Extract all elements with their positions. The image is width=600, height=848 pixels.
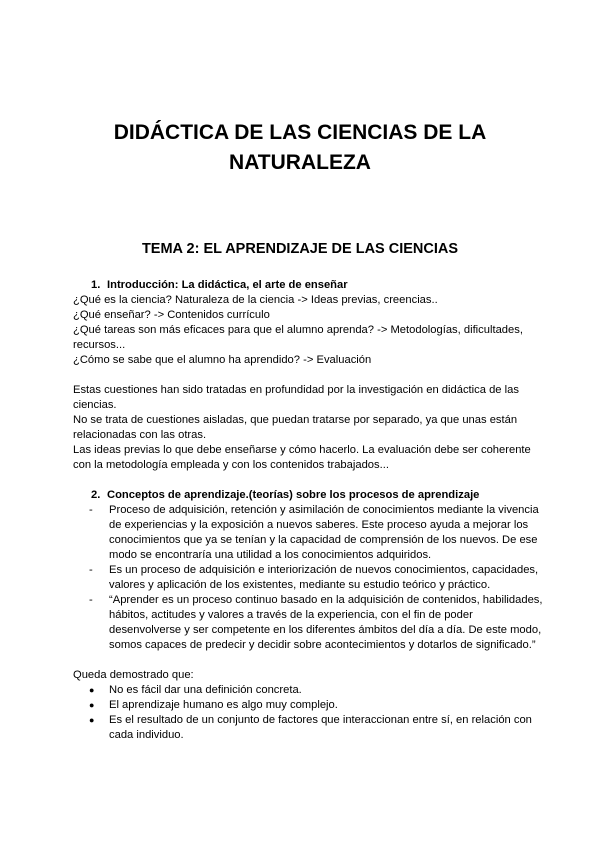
spacer	[73, 368, 543, 383]
spacer	[73, 473, 543, 488]
question-line: ¿Cómo se sabe que el alumno ha aprendido? -> Evaluación	[73, 354, 372, 366]
spacer	[73, 653, 543, 668]
question-line: ¿Qué enseñar? -> Contenidos currículo	[73, 309, 270, 321]
section-1-heading-text: Introducción: La didáctica, el arte de enseñar	[107, 279, 348, 291]
list-item-text: Es un proceso de adquisición e interiorización de nuevos conocimientos, capacidades, valores y aplicación de los existentes, mediante su estudio teórico y práctico.	[109, 564, 539, 591]
conclusion-intro: Queda demostrado que:	[73, 669, 194, 681]
list-item	[73, 563, 543, 593]
bullet-marker: ●	[89, 685, 95, 695]
dash-marker: -	[89, 564, 93, 576]
definitions-list	[73, 503, 543, 653]
bullet-marker: ●	[89, 715, 95, 725]
list-item	[73, 683, 543, 698]
question-line: ¿Qué es la ciencia? Naturaleza de la ciencia -> Ideas previas, creencias..	[73, 294, 438, 306]
dash-marker: -	[89, 594, 93, 606]
section-2-heading	[73, 488, 543, 503]
question-line: ¿Qué tareas son más eficaces para que el alumno aprenda? -> Metodologías, dificultades, recursos...	[73, 324, 523, 351]
title-line-2: NATURALEZA	[229, 151, 371, 174]
paragraph: No se trata de cuestiones aisladas, que puedan tratarse por separado, ya que unas están relacionadas con las otras.	[73, 414, 518, 441]
list-item-text: “Aprender es un proceso continuo basado en la adquisición de contenidos, habilidades, hábitos, actitudes y valores a través de la experiencia, con el fin de poder desenvolverse y ser competente en los diferentes ámbitos del día a día. De este modo, somos capaces de predecir y decidir sobre acontecimientos y dotarlos de significado.”	[109, 594, 543, 651]
list-item	[73, 698, 543, 713]
conclusion-list	[73, 683, 543, 743]
bullet-marker: ●	[89, 700, 95, 710]
list-item-text: El aprendizaje humano es algo muy complejo.	[109, 699, 338, 711]
dash-marker: -	[89, 504, 93, 516]
document-title	[0, 118, 600, 178]
paragraph: Estas cuestiones han sido tratadas en profundidad por la investigación en didáctica de las ciencias.	[73, 384, 519, 411]
list-item-text: No es fácil dar una definición concreta.	[109, 684, 302, 696]
list-item	[73, 503, 543, 563]
title-line-1: DIDÁCTICA DE LAS CIENCIAS DE LA	[113, 121, 487, 144]
section-1-heading	[73, 278, 543, 293]
paragraph: Las ideas previas lo que debe enseñarse y cómo hacerlo. La evaluación debe ser coherente con la metodología empleada y con los contenidos trabajados...	[73, 444, 531, 471]
section-2-heading-text: Conceptos de aprendizaje.(teorías) sobre los procesos de aprendizaje	[107, 489, 480, 501]
document-body	[73, 278, 543, 743]
list-item	[73, 713, 543, 743]
list-item-text: Proceso de adquisición, retención y asimilación de conocimientos mediante la vivencia de experiencias y la exposición a nuevos saberes. Este proceso ayuda a mejorar los conocimientos que ya se tenían y la capacidad de comprensión de los nuevos. De ese modo se encontraría una utilidad a los conocimientos adquiridos.	[109, 504, 539, 561]
list-item	[73, 593, 543, 653]
section-1-number: 1.	[91, 279, 101, 291]
document-subtitle: TEMA 2: EL APRENDIZAJE DE LAS CIENCIAS	[141, 241, 459, 257]
section-2-number: 2.	[91, 489, 101, 501]
list-item-text: Es el resultado de un conjunto de factores que interaccionan entre sí, en relación con cada individuo.	[109, 714, 532, 741]
